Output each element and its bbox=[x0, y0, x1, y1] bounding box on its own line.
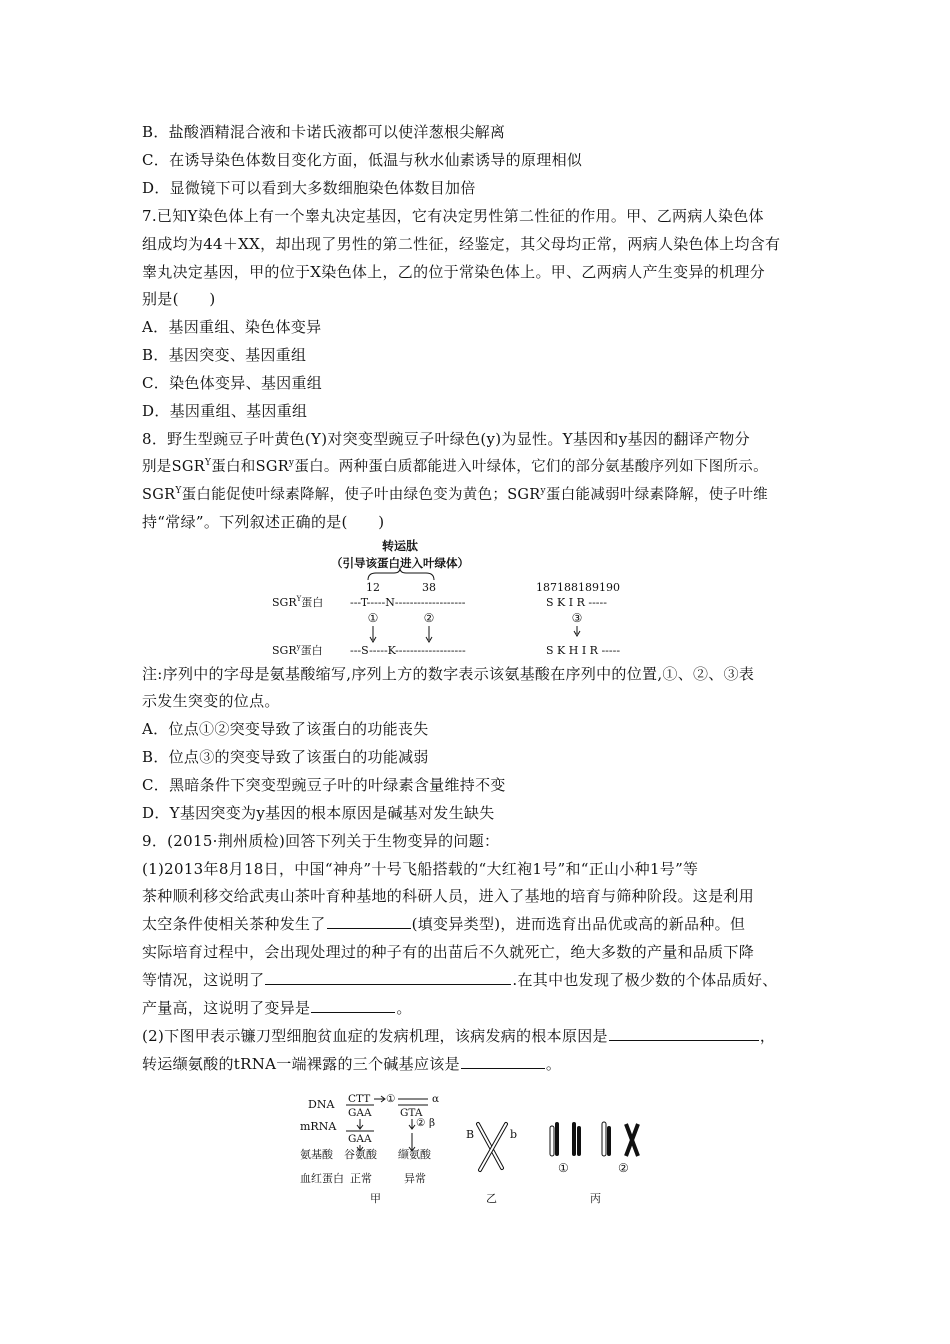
answer-blank-3[interactable] bbox=[311, 998, 395, 1013]
q9-part1-line-4: 实际培育过程中，会出现处理过的种子有的出苗后不久就死亡，绝大多数的产量和品质下降 bbox=[142, 943, 755, 961]
q8-option-a: A．位点①②突变导致了该蛋白的功能丧失 bbox=[142, 720, 429, 738]
bing-2: ② bbox=[618, 1161, 629, 1175]
amino-glu: 谷氨酸 bbox=[344, 1148, 377, 1161]
q7-option-b: B．基因突变、基因重组 bbox=[142, 346, 307, 364]
q9-part1-line-3: 太空条件使相关茶种发生了 (填变异类型)，进而选育出品优或高的新品种。但 bbox=[142, 915, 746, 933]
label-amino-acid: 氨基酸 bbox=[300, 1148, 333, 1161]
step-1: ① bbox=[386, 1093, 396, 1105]
q8-option-c: C．黑暗条件下突变型豌豆子叶的叶绿素含量维持不变 bbox=[142, 776, 506, 794]
row1-seq-right: S K I R ----- bbox=[546, 596, 607, 609]
chromatid-1a bbox=[550, 1126, 554, 1156]
answer-blank-5[interactable] bbox=[461, 1054, 545, 1069]
label-mrna: mRNA bbox=[300, 1120, 337, 1133]
codon-gaa-mrna: GAA bbox=[348, 1133, 372, 1145]
label-hemoglobin: 血红蛋白 bbox=[300, 1172, 344, 1185]
label-dna: DNA bbox=[308, 1098, 335, 1111]
figure-jia bbox=[300, 1093, 439, 1205]
chromatid-3b bbox=[607, 1126, 611, 1156]
chromatid-3a bbox=[602, 1122, 606, 1156]
strand-beta: β bbox=[429, 1117, 436, 1129]
q9-part1-line-2: 茶种顺利移交给武夷山茶叶育种基地的科研人员，进入了基地的培育与筛种阶段。这是利用 bbox=[142, 887, 755, 905]
q8-stem-line-2: 别是$SGR^Y$蛋白和SGR$^y$蛋白。两种蛋白质都能进入叶绿体，它们的部分氨基酸序列如下图所示。 bbox=[142, 458, 768, 475]
amino-val: 缬氨酸 bbox=[398, 1148, 431, 1161]
strand-alpha: α bbox=[432, 1093, 440, 1105]
site-1: ① bbox=[367, 611, 379, 625]
gene-b: b bbox=[510, 1128, 518, 1141]
codon-ctt: CTT bbox=[348, 1093, 371, 1105]
sickle-cell-figure bbox=[300, 1086, 660, 1210]
q8-note-line-2: 示发生突变的位点。 bbox=[142, 692, 280, 710]
label-jia: 甲 bbox=[370, 1192, 381, 1205]
chromatid-2a bbox=[572, 1122, 576, 1156]
site-2: ② bbox=[423, 611, 435, 625]
q9-part2-line-1: (2)下图甲表示镰刀型细胞贫血症的发病机理，该病发病的根本原因是 ， bbox=[142, 1027, 776, 1045]
figure-bing bbox=[550, 1122, 638, 1205]
q8-stem-line-3: $SGR^Y$蛋白能促使叶绿素降解，使子叶由绿色变为黄色；SGR$^y$蛋白能减弱叶绿素降解，使子叶维 bbox=[142, 486, 768, 503]
q6-option-b: B．盐酸酒精混合液和卡诺氏液都可以使洋葱根尖解离 bbox=[142, 123, 506, 141]
q9-part1-line-1: (1)2013年8月18日，中国“神舟”十号飞船搭载的“大红袍1号”和“正山小种1号”等 bbox=[142, 860, 699, 878]
pos-187-190: 187188189190 bbox=[536, 581, 620, 594]
sgr-sequence-figure bbox=[270, 536, 660, 660]
q8-option-b: B．位点③的突变导致了该蛋白的功能减弱 bbox=[142, 748, 429, 766]
q7-stem-line-1: 7.已知Y染色体上有一个睾丸决定基因，它有决定男性第二性征的作用。甲、乙两病人染色体 bbox=[142, 207, 764, 225]
figure-yi bbox=[466, 1124, 517, 1205]
chromatid-2b bbox=[577, 1126, 581, 1156]
row2-label: SGR$^y$蛋白 bbox=[272, 643, 323, 657]
row2-seq-right: S K H I R ----- bbox=[546, 644, 621, 657]
q6-option-d: D．显微镜下可以看到大多数细胞染色体数目加倍 bbox=[142, 179, 476, 197]
q7-stem-line-3: 睾丸决定基因，甲的位于X染色体上，乙的位于常染色体上。甲、乙两病人产生变异的机理分 bbox=[142, 263, 765, 281]
codon-gta: GTA bbox=[400, 1107, 423, 1119]
q7-option-d: D．基因重组、基因重组 bbox=[142, 402, 308, 420]
label-bing: 丙 bbox=[590, 1192, 601, 1205]
q9-part1-line-6: 产量高，这说明了变异是 。 bbox=[142, 999, 412, 1017]
label-yi: 乙 bbox=[486, 1192, 497, 1205]
q7-option-c: C．染色体变异、基因重组 bbox=[142, 374, 323, 392]
hemo-normal: 正常 bbox=[350, 1172, 372, 1185]
answer-blank-1[interactable] bbox=[327, 914, 411, 929]
site-3: ③ bbox=[571, 611, 583, 625]
row1-label: $SGR^Y$蛋白 bbox=[272, 595, 324, 609]
gene-B: B bbox=[466, 1128, 475, 1141]
q8-option-d: D．Y基因突变为y基因的根本原因是碱基对发生缺失 bbox=[142, 804, 495, 822]
step-2: ② bbox=[416, 1117, 426, 1129]
row2-seq-left: ---S-----K------------------- bbox=[350, 644, 466, 657]
q7-option-a: A．基因重组、染色体变异 bbox=[142, 318, 322, 336]
q8-note-line-1: 注:序列中的字母是氨基酸缩写,序列上方的数字表示该氨基酸在序列中的位置,①、②、③表 bbox=[142, 665, 755, 683]
q9-part1-line-5: 等情况，这说明了 .在其中也发现了极少数的个体品质好、 bbox=[142, 971, 778, 989]
codon-gaa-dna: GAA bbox=[348, 1107, 372, 1119]
q7-stem-line-2: 组成均为44＋XX，却出现了男性的第二性征，经鉴定，其父母均正常，两病人染色体上均含有 bbox=[142, 235, 781, 253]
q6-option-c: C．在诱导染色体数目变化方面，低温与秋水仙素诱导的原理相似 bbox=[142, 151, 583, 169]
chromatid-1b bbox=[555, 1122, 559, 1156]
q9-stem: 9．(2015·荆州质检)回答下列关于生物变异的问题： bbox=[142, 832, 500, 850]
q7-stem-line-4: 别是( ) bbox=[142, 290, 216, 308]
fig-subtitle: （引导该蛋白进入叶绿体） bbox=[331, 556, 469, 570]
answer-blank-4[interactable] bbox=[609, 1026, 759, 1041]
q8-stem-line-4: 持“常绿”。下列叙述正确的是( ) bbox=[142, 513, 385, 531]
q9-part2-line-2: 转运缬氨酸的tRNA一端裸露的三个碱基应该是 。 bbox=[142, 1055, 562, 1073]
bing-1: ① bbox=[558, 1161, 569, 1175]
chromatid-4b bbox=[632, 1124, 638, 1156]
row1-seq-left: ---T-----N------------------- bbox=[350, 596, 466, 609]
q8-stem-line-1: 8．野生型豌豆子叶黄色(Y)对突变型豌豆子叶绿色(y)为显性。Y基因和y基因的翻译产物分 bbox=[142, 430, 750, 448]
fig-title: 转运肽 bbox=[381, 539, 419, 553]
pos-38: 38 bbox=[422, 581, 436, 594]
hemo-abnormal: 异常 bbox=[404, 1172, 426, 1185]
pos-12: 12 bbox=[366, 581, 380, 594]
answer-blank-2[interactable] bbox=[265, 970, 511, 985]
